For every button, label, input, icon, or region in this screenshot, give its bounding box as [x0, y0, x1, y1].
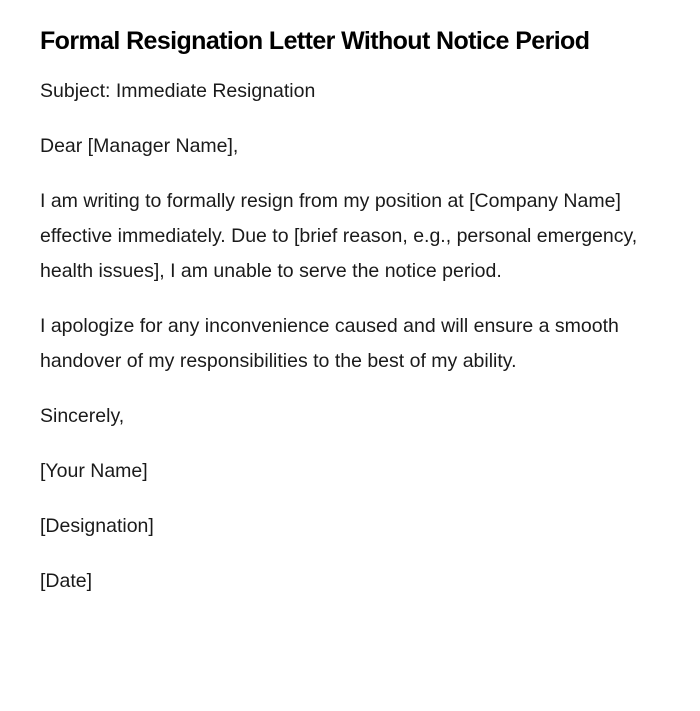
signature-name: [Your Name] [40, 460, 148, 482]
subject-line: Subject: Immediate Resignation [40, 80, 316, 102]
salutation: Dear [Manager Name], [40, 135, 239, 157]
body-paragraph: I apologize for any inconvenience caused and will ensure a smooth handover of my responsibilities to the best of my ability. [40, 315, 619, 372]
signature-designation: [Designation] [40, 515, 154, 537]
body-paragraph: I am writing to formally resign from my position at [Company Name] effective immediately. Due to [brief reason, e.g., personal emergency, health issues], I am unable to serve the notice period. [40, 190, 638, 282]
closing: Sincerely, [40, 405, 125, 427]
document-title: Formal Resignation Letter Without Notice Period [40, 27, 590, 55]
signature-date: [Date] [40, 570, 93, 592]
